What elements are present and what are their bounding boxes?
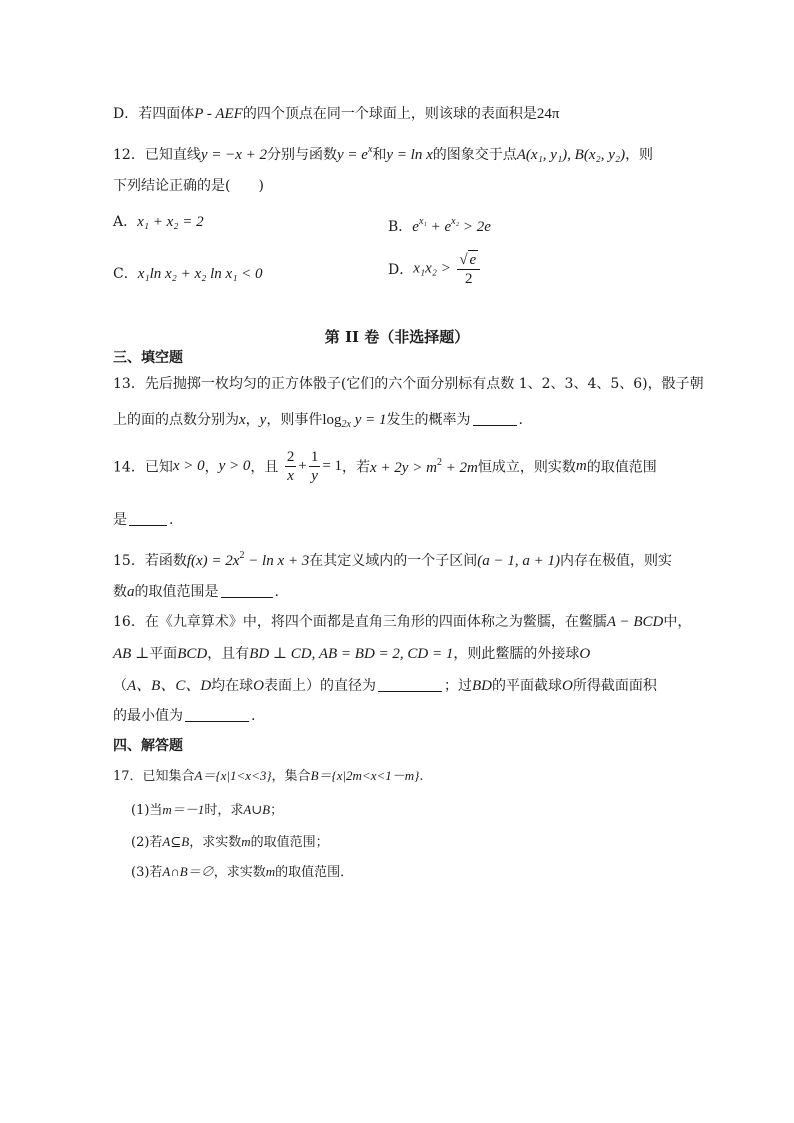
q17-part3: (3)若A∩B＝∅，求实数m的取值范围． <box>131 864 354 880</box>
q17-part1: (1)当m＝－1时，求A∪B； <box>131 802 284 818</box>
fraction-1-over-y: $\frac{1}{y}$ <box>310 449 319 484</box>
fraction-2-over-x: $\frac{2}{x}$ <box>286 449 295 484</box>
answer-blank[interactable] <box>221 583 273 598</box>
surface-area-value: 24π <box>536 106 560 122</box>
answer-blank-diameter[interactable] <box>378 677 442 692</box>
q13-line1: 13．先后抛掷一枚均匀的正方体骰子(它们的六个面分别标有点数 1、2、3、4、5、6)，骰子朝 <box>113 376 704 392</box>
q16-line1: 16．在《九章算术》中，将四个面都是直角三角形的四面体称之为鳖臑，在鳖臑A − BCD中， <box>113 614 692 630</box>
answer-blank-min-area[interactable] <box>185 707 249 722</box>
q12-option-d: D．x₁x₂ > $\frac{√ e}{2}$ <box>388 250 482 288</box>
q14-line2: 是 . <box>113 512 174 528</box>
tetrahedron-name: P - AEF <box>194 106 243 122</box>
q12-stem-line1: 12．已知直线y = −x + 2分别与函数$y = e^x$和y = ln x的图象交于点A(x₁, y₁), B(x₂, y₂)，则 <box>113 144 654 163</box>
section-answer-heading: 四、解答题 <box>113 738 183 754</box>
q12-option-b: B．$e^{x_1} + e^{x_2} > 2e$ <box>388 216 491 235</box>
q12-stem-line2: 下列结论正确的是( ) <box>113 178 264 194</box>
q15-line2: 数a的取值范围是 . <box>113 584 279 600</box>
q16-line4: 的最小值为 . <box>113 708 256 724</box>
part2-title: 第 II 卷（非选择题） <box>324 328 470 346</box>
q11-option-d: D．若四面体P - AEF的四个顶点在同一个球面上，则该球的表面积是24π <box>113 106 560 122</box>
sqrt-e-over-2-fraction: $\frac{√ e}{2}$ <box>457 250 480 288</box>
answer-blank[interactable] <box>129 511 167 526</box>
q17-part2: (2)若A⊆B，求实数m的取值范围； <box>131 834 329 850</box>
q16-line2: AB ⊥平面BCD，且有BD ⊥ CD, AB = BD = 2, CD = 1，则此鳖臑的外接球O <box>113 646 591 662</box>
q13-line2: 上的面的点数分别为x，y，则事件$\log_{2x} y = 1$发生的概率为 . <box>113 412 523 430</box>
q15-line1: 15．若函数$f(x) = 2x^2 - \ln x + 3$在其定义域内的一个子区间(a − 1, a + 1)内存在极值，则实 <box>113 550 672 569</box>
q12-option-a: A．x₁ + x₂ = 2 <box>113 214 204 230</box>
q14-line1: 14．已知x > 0，y > 0，且 $\frac{2}{x}$ + $\frac{1}{y}$ = 1，若$x + 2y > m^2 + 2m$恒成立，则实数m的取值范围 <box>113 449 657 484</box>
section-fill-in-heading: 三、填空题 <box>113 350 183 366</box>
q16-line3: （A、B、C、D均在球O表面上）的直径为 ；过BD的平面截球O所得截面面积 <box>113 678 657 694</box>
q12-option-c: C．x₁ln x₂ + x₂ ln x₁ < 0 <box>113 266 263 282</box>
q17-stem: 17．已知集合A＝{x|1<x<3}，集合B＝{x|2m<x<1－m}. <box>113 768 424 784</box>
answer-blank[interactable] <box>473 411 517 426</box>
